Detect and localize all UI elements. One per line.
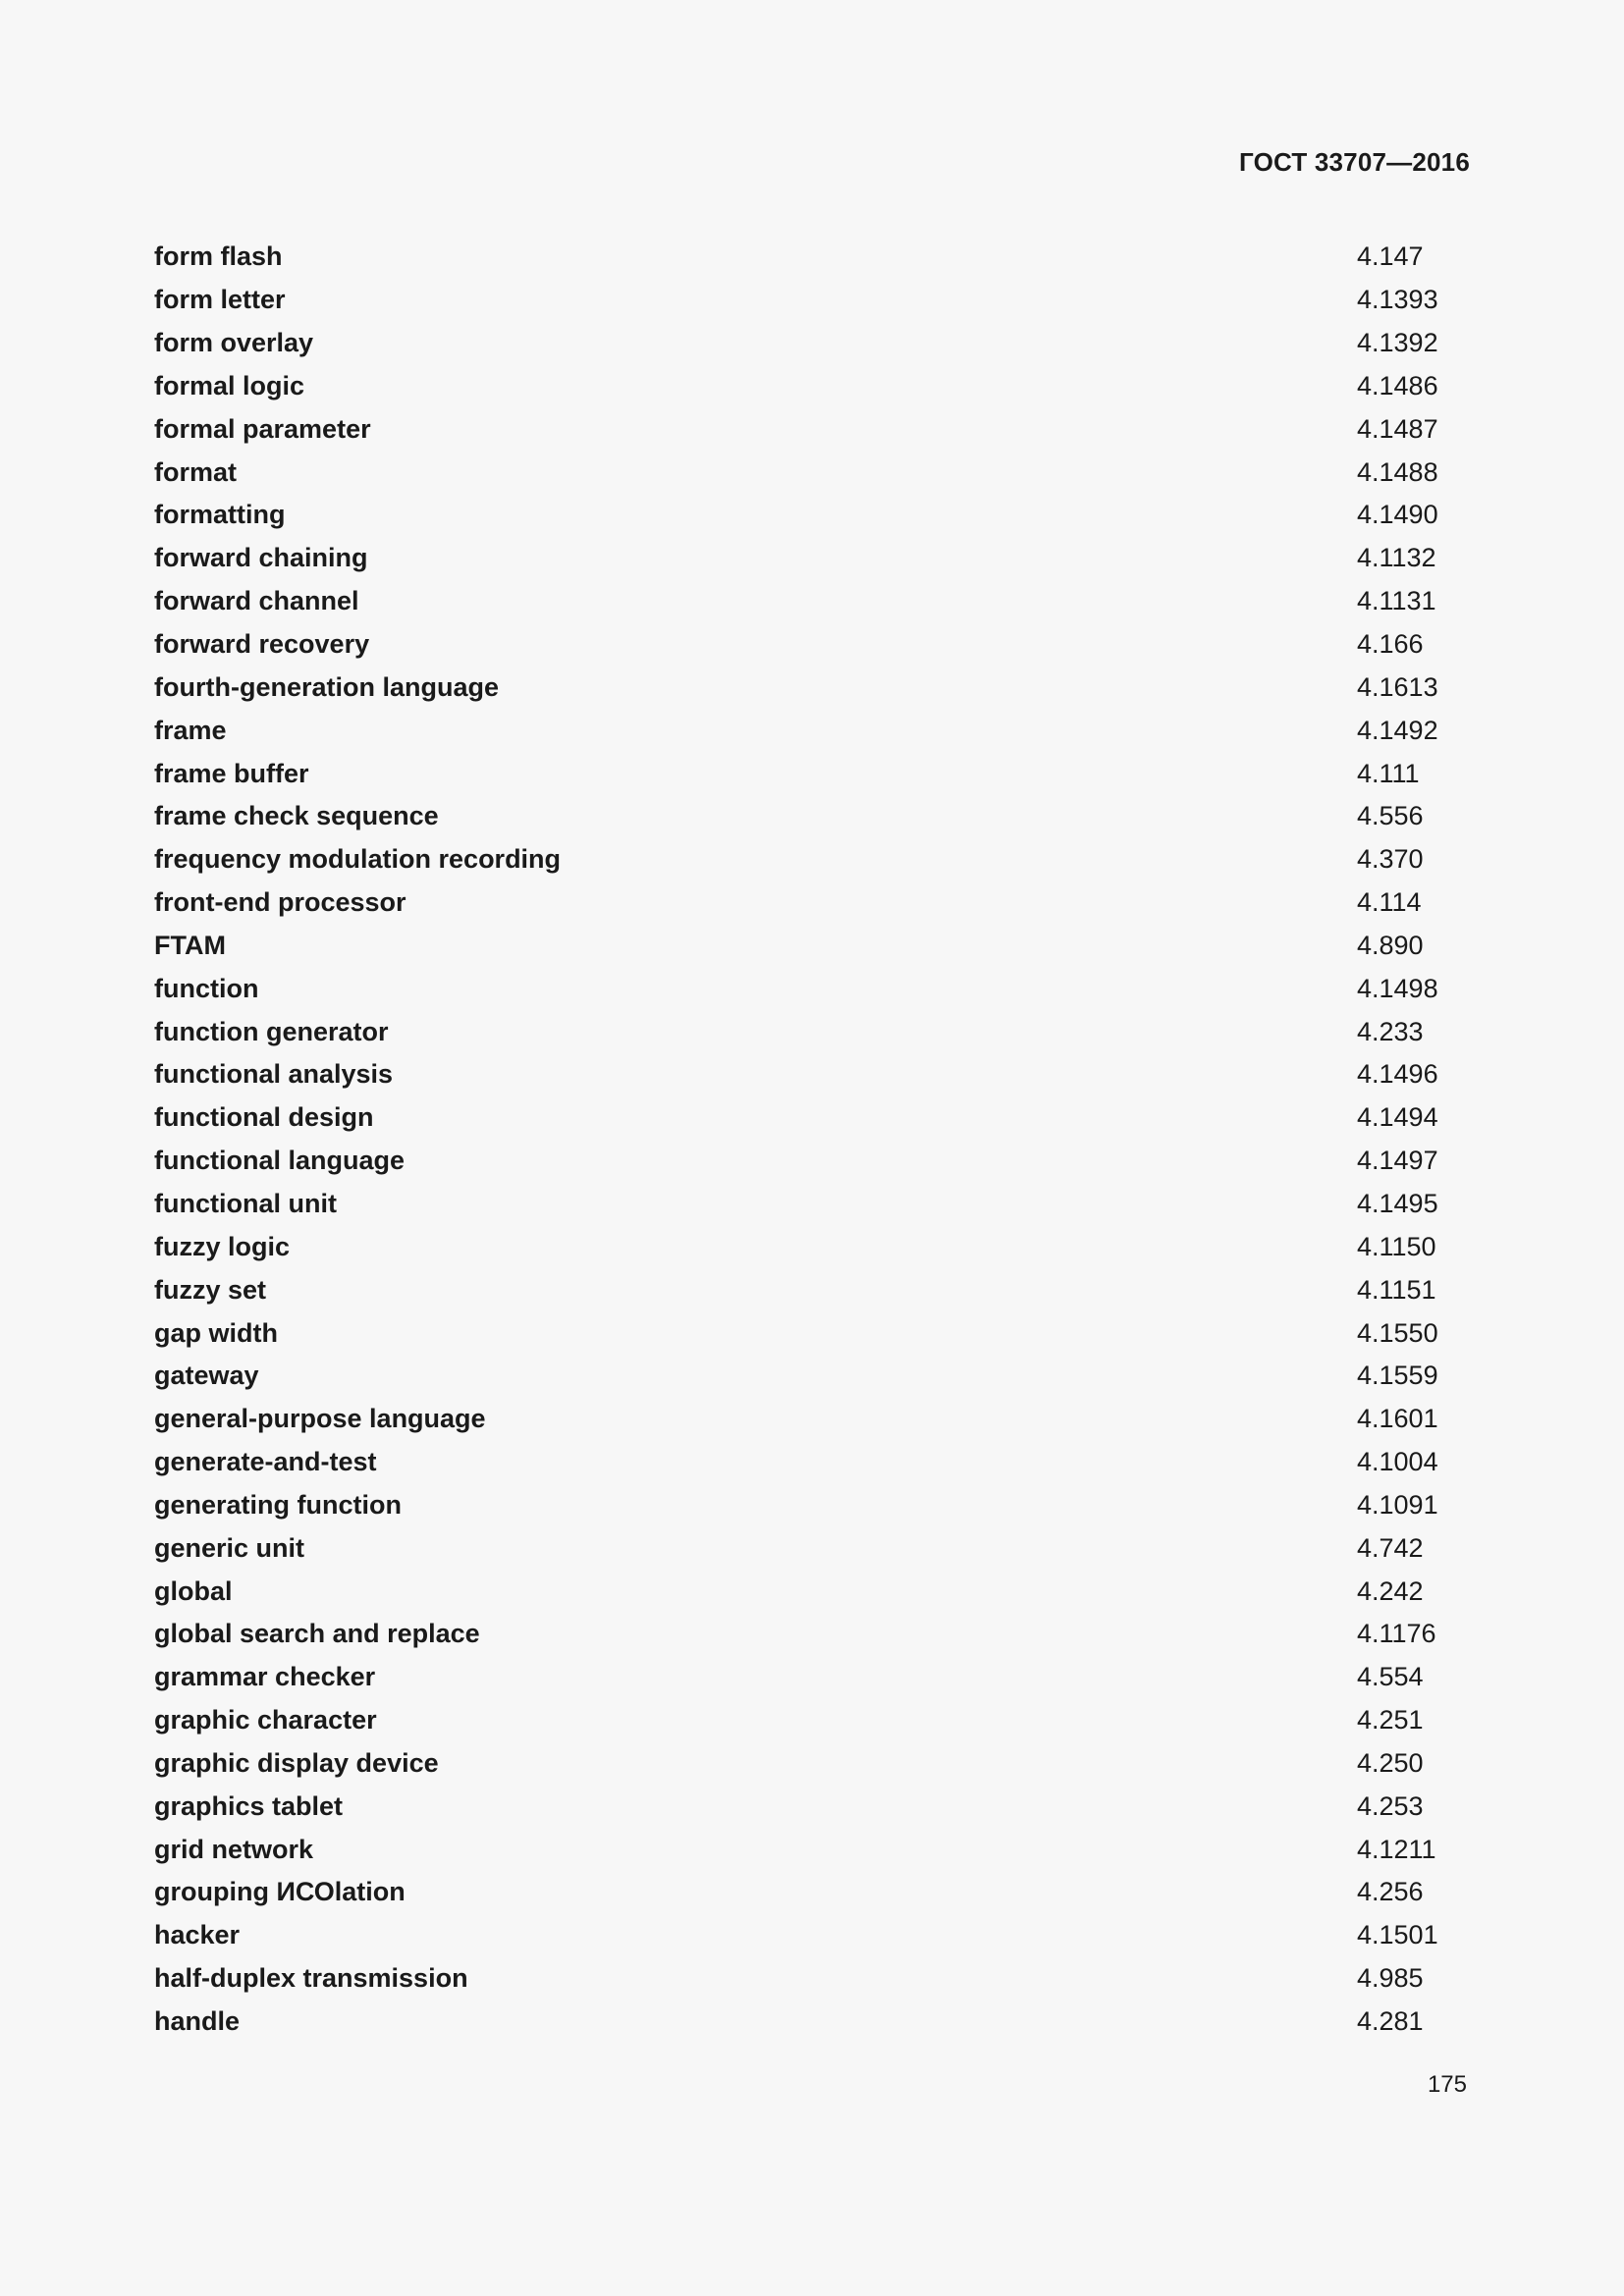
index-entry [154, 1828, 1470, 1871]
index-reference-number: 4.556 [1357, 801, 1424, 831]
index-term: format [154, 456, 238, 487]
index-term: frame buffer [154, 758, 309, 788]
index-reference-number: 4.1490 [1357, 500, 1438, 530]
index-entry [154, 838, 1470, 881]
index-term: generic unit [154, 1532, 305, 1563]
index-term: grid network [154, 1834, 314, 1864]
index-entry [154, 1526, 1470, 1570]
document-header: ГОСТ 33707—2016 [1239, 147, 1470, 177]
index-entry [154, 666, 1470, 709]
index-term: global search and replace [154, 1619, 480, 1649]
index-term: forward channel [154, 586, 359, 616]
index-term: FTAM [154, 930, 226, 960]
index-entry [154, 580, 1470, 623]
index-term: functional analysis [154, 1059, 394, 1090]
index-entry [154, 881, 1470, 925]
index-term: graphic character [154, 1705, 377, 1735]
index-term: frequency modulation recording [154, 844, 562, 875]
index-reference-number: 4.1613 [1357, 671, 1438, 702]
index-entry [154, 1785, 1470, 1828]
index-term: global [154, 1575, 233, 1606]
index-entry [154, 322, 1470, 365]
index-entry [154, 623, 1470, 667]
index-reference-number: 4.1487 [1357, 413, 1438, 444]
index-reference-number: 4.1004 [1357, 1447, 1438, 1477]
index-reference-number: 4.256 [1357, 1877, 1424, 1907]
index-entry [154, 1355, 1470, 1398]
index-term: forward chaining [154, 543, 368, 573]
index-entry [154, 1957, 1470, 2001]
index-term: grammar checker [154, 1662, 376, 1692]
index-reference-number: 4.1150 [1357, 1231, 1436, 1261]
index-reference-number: 4.1494 [1357, 1102, 1438, 1133]
index-entry [154, 236, 1470, 279]
index-reference-number: 4.281 [1357, 2006, 1424, 2037]
index-term: frame [154, 715, 227, 745]
index-reference-number: 4.250 [1357, 1747, 1424, 1778]
index-reference-number: 4.1176 [1357, 1619, 1436, 1649]
index-reference-number: 4.1211 [1357, 1834, 1436, 1864]
index-reference-number: 4.1392 [1357, 328, 1438, 358]
index-reference-number: 4.370 [1357, 844, 1424, 875]
index-entry [154, 1441, 1470, 1484]
index-reference-number: 4.114 [1357, 887, 1422, 918]
index-entry [154, 279, 1470, 322]
index-term: general-purpose language [154, 1404, 486, 1434]
index-entry [154, 1742, 1470, 1786]
index-entry [154, 795, 1470, 838]
index-term: front-end processor [154, 887, 406, 918]
index-term: function [154, 973, 259, 1003]
index-term: fuzzy logic [154, 1231, 291, 1261]
index-reference-number: 4.1151 [1357, 1274, 1436, 1305]
index-term: gateway [154, 1361, 259, 1391]
index-reference-number: 4.147 [1357, 241, 1424, 272]
index-term: graphics tablet [154, 1790, 344, 1821]
index-entry [154, 1613, 1470, 1656]
index-term: hacker [154, 1920, 241, 1950]
index-term: functional design [154, 1102, 374, 1133]
index-entry [154, 1311, 1470, 1355]
index-term: formal logic [154, 370, 305, 400]
index-reference-number: 4.1496 [1357, 1059, 1438, 1090]
index-reference-number: 4.742 [1357, 1532, 1424, 1563]
index-term: gap width [154, 1317, 278, 1348]
index-reference-number: 4.1498 [1357, 973, 1438, 1003]
index-entry [154, 1656, 1470, 1699]
index-reference-number: 4.242 [1357, 1575, 1424, 1606]
index-reference-number: 4.1488 [1357, 456, 1438, 487]
index-entry [154, 537, 1470, 580]
index-reference-number: 4.251 [1357, 1705, 1424, 1735]
index-entry [154, 1871, 1470, 1914]
index-entry [154, 2001, 1470, 2044]
index-reference-number: 4.253 [1357, 1790, 1424, 1821]
index-reference-number: 4.1393 [1357, 285, 1438, 315]
index-term: formal parameter [154, 413, 371, 444]
index-term: graphic display device [154, 1747, 439, 1778]
index-entry [154, 1699, 1470, 1742]
index-entry [154, 407, 1470, 451]
index-entry [154, 1010, 1470, 1053]
index-entry [154, 752, 1470, 795]
page-number: 175 [1427, 2071, 1467, 2098]
term-index-list [154, 236, 1470, 2043]
index-reference-number: 4.166 [1357, 629, 1424, 660]
index-term: generate-and-test [154, 1447, 377, 1477]
index-reference-number: 4.1131 [1357, 586, 1436, 616]
index-entry [154, 1053, 1470, 1096]
index-entry [154, 967, 1470, 1010]
index-entry [154, 1183, 1470, 1226]
index-reference-number: 4.1495 [1357, 1188, 1438, 1218]
index-term: forward recovery [154, 629, 370, 660]
index-entry [154, 1268, 1470, 1311]
index-reference-number: 4.1559 [1357, 1361, 1438, 1391]
index-term: form flash [154, 241, 283, 272]
index-term: grouping ИСОlation [154, 1877, 406, 1907]
index-term: generating function [154, 1489, 402, 1520]
index-reference-number: 4.1550 [1357, 1317, 1438, 1348]
index-term: formatting [154, 500, 286, 530]
index-term: frame check sequence [154, 801, 439, 831]
index-entry [154, 494, 1470, 537]
index-entry [154, 1140, 1470, 1183]
index-entry [154, 1570, 1470, 1613]
index-entry [154, 1483, 1470, 1526]
index-entry [154, 365, 1470, 408]
index-term: fourth-generation language [154, 671, 499, 702]
index-reference-number: 4.890 [1357, 930, 1424, 960]
index-reference-number: 4.1486 [1357, 370, 1438, 400]
index-term: functional unit [154, 1188, 337, 1218]
index-term: function generator [154, 1016, 389, 1046]
index-term: fuzzy set [154, 1274, 267, 1305]
index-reference-number: 4.1492 [1357, 715, 1438, 745]
index-reference-number: 4.1601 [1357, 1404, 1438, 1434]
index-term: functional language [154, 1146, 406, 1176]
index-entry [154, 1914, 1470, 1957]
index-entry [154, 709, 1470, 752]
index-reference-number: 4.554 [1357, 1662, 1424, 1692]
index-reference-number: 4.111 [1357, 758, 1420, 788]
index-entry [154, 1096, 1470, 1140]
index-reference-number: 4.233 [1357, 1016, 1424, 1046]
index-reference-number: 4.1501 [1357, 1920, 1438, 1950]
index-entry [154, 925, 1470, 968]
index-entry [154, 1225, 1470, 1268]
index-term: form letter [154, 285, 286, 315]
index-reference-number: 4.1497 [1357, 1146, 1438, 1176]
index-reference-number: 4.1091 [1357, 1489, 1438, 1520]
index-entry [154, 1398, 1470, 1441]
index-entry [154, 451, 1470, 494]
index-term: half-duplex transmission [154, 1963, 468, 1994]
index-reference-number: 4.985 [1357, 1963, 1424, 1994]
index-term: handle [154, 2006, 241, 2037]
index-reference-number: 4.1132 [1357, 543, 1436, 573]
index-term: form overlay [154, 328, 314, 358]
